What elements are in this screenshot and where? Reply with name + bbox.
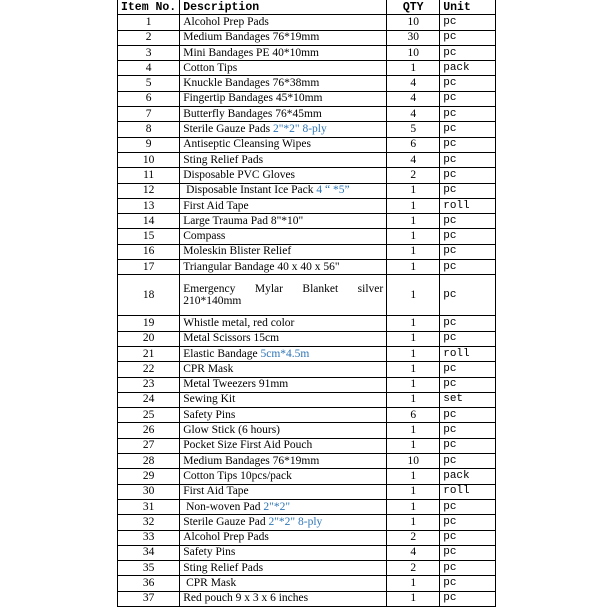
header-row bbox=[118, 0, 496, 15]
unit-cell: pc bbox=[440, 107, 496, 122]
item-number-cell: 3 bbox=[118, 45, 180, 60]
table-row bbox=[118, 561, 496, 576]
description-size-text: 2"*2" 8-ply bbox=[268, 515, 323, 528]
description-cell bbox=[180, 122, 387, 137]
quantity-cell: 1 bbox=[387, 377, 440, 392]
quantity-cell: 2 bbox=[387, 168, 440, 183]
quantity-cell: 1 bbox=[387, 362, 440, 377]
description-cell bbox=[180, 484, 387, 499]
unit-cell: pc bbox=[440, 30, 496, 45]
item-number-cell: 28 bbox=[118, 454, 180, 469]
quantity-cell: 5 bbox=[387, 122, 440, 137]
table-row bbox=[118, 515, 496, 530]
description-text: Triangular Bandage 40 x 40 x 56" bbox=[183, 260, 340, 273]
description-cell bbox=[180, 152, 387, 167]
unit-cell: roll bbox=[440, 484, 496, 499]
item-number-cell: 27 bbox=[118, 438, 180, 453]
quantity-cell: 10 bbox=[387, 45, 440, 60]
unit-cell: pc bbox=[440, 438, 496, 453]
table-row bbox=[118, 576, 496, 591]
item-number-cell: 15 bbox=[118, 229, 180, 244]
table-row bbox=[118, 244, 496, 259]
quantity-cell: 4 bbox=[387, 107, 440, 122]
item-number-cell: 24 bbox=[118, 392, 180, 407]
quantity-cell: 6 bbox=[387, 408, 440, 423]
table-row bbox=[118, 137, 496, 152]
table-row bbox=[118, 183, 496, 198]
quantity-cell: 4 bbox=[387, 76, 440, 91]
quantity-cell: 2 bbox=[387, 561, 440, 576]
item-number-cell: 12 bbox=[118, 183, 180, 198]
unit-cell: pc bbox=[440, 137, 496, 152]
table-row bbox=[118, 275, 496, 316]
description-text: Mini Bandages PE 40*10mm bbox=[183, 46, 319, 59]
quantity-cell: 2 bbox=[387, 530, 440, 545]
description-text: Compass bbox=[183, 230, 226, 243]
unit-cell: pc bbox=[440, 15, 496, 30]
description-cell bbox=[180, 591, 387, 606]
unit-cell: pc bbox=[440, 331, 496, 346]
table-row bbox=[118, 168, 496, 183]
table-row bbox=[118, 260, 496, 275]
description-cell bbox=[180, 107, 387, 122]
description-text: Red pouch 9 x 3 x 6 inches bbox=[183, 592, 309, 605]
description-cell bbox=[180, 346, 387, 361]
item-number-cell: 17 bbox=[118, 260, 180, 275]
table-row bbox=[118, 591, 496, 606]
item-number-cell: 31 bbox=[118, 499, 180, 514]
unit-cell: pc bbox=[440, 260, 496, 275]
unit-cell: pc bbox=[440, 408, 496, 423]
unit-cell: pc bbox=[440, 591, 496, 606]
unit-cell: pc bbox=[440, 561, 496, 576]
description-cell bbox=[180, 244, 387, 259]
description-text: Safety Pins bbox=[183, 546, 236, 559]
description-cell bbox=[180, 331, 387, 346]
quantity-cell: 4 bbox=[387, 152, 440, 167]
description-text: Emergency Mylar Blanket silver 210*140mm bbox=[183, 283, 384, 308]
description-cell bbox=[180, 45, 387, 60]
item-number-cell: 34 bbox=[118, 545, 180, 560]
description-size-text: 2"*2" 8-ply bbox=[272, 123, 327, 136]
table-row bbox=[118, 214, 496, 229]
description-cell bbox=[180, 469, 387, 484]
quantity-cell: 1 bbox=[387, 484, 440, 499]
table-row bbox=[118, 30, 496, 45]
description-cell bbox=[180, 229, 387, 244]
description-text: Metal Scissors 15cm bbox=[183, 332, 280, 345]
table-row bbox=[118, 423, 496, 438]
table-row bbox=[118, 454, 496, 469]
unit-cell: pc bbox=[440, 454, 496, 469]
item-number-cell: 18 bbox=[118, 275, 180, 316]
header-qty: QTY bbox=[387, 0, 440, 15]
description-text: Alcohol Prep Pads bbox=[183, 531, 269, 544]
unit-cell: pack bbox=[440, 469, 496, 484]
description-text: Butterfly Bandages 76*45mm bbox=[183, 107, 322, 120]
unit-cell: pc bbox=[440, 229, 496, 244]
description-text: Disposable Instant Ice Pack bbox=[183, 184, 317, 197]
description-cell bbox=[180, 576, 387, 591]
quantity-cell: 1 bbox=[387, 61, 440, 76]
description-text: CPR Mask bbox=[183, 577, 237, 590]
unit-cell: roll bbox=[440, 346, 496, 361]
description-cell bbox=[180, 15, 387, 30]
unit-cell: pack bbox=[440, 61, 496, 76]
quantity-cell: 4 bbox=[387, 545, 440, 560]
item-number-cell: 9 bbox=[118, 137, 180, 152]
header-item-no: Item No. bbox=[118, 0, 180, 15]
quantity-cell: 1 bbox=[387, 183, 440, 198]
description-text: Alcohol Prep Pads bbox=[183, 15, 269, 28]
quantity-cell: 1 bbox=[387, 316, 440, 331]
table-body bbox=[118, 15, 496, 607]
item-number-cell: 4 bbox=[118, 61, 180, 76]
item-number-cell: 22 bbox=[118, 362, 180, 377]
description-size-text: 5cm*4.5m bbox=[260, 347, 310, 360]
item-number-cell: 30 bbox=[118, 484, 180, 499]
unit-cell: pc bbox=[440, 316, 496, 331]
table-row bbox=[118, 91, 496, 106]
quantity-cell: 1 bbox=[387, 331, 440, 346]
description-text: Pocket Size First Aid Pouch bbox=[183, 439, 313, 452]
item-number-cell: 26 bbox=[118, 423, 180, 438]
description-cell bbox=[180, 561, 387, 576]
unit-cell: pc bbox=[440, 122, 496, 137]
unit-cell: pc bbox=[440, 45, 496, 60]
description-text: Medium Bandages 76*19mm bbox=[183, 454, 320, 467]
unit-cell: pc bbox=[440, 576, 496, 591]
item-number-cell: 32 bbox=[118, 515, 180, 530]
unit-cell: pc bbox=[440, 423, 496, 438]
unit-cell: pc bbox=[440, 152, 496, 167]
unit-cell: pc bbox=[440, 499, 496, 514]
description-text: Sting Relief Pads bbox=[183, 153, 264, 166]
description-text: Knuckle Bandages 76*38mm bbox=[183, 77, 320, 90]
description-text: Fingertip Bandages 45*10mm bbox=[183, 92, 323, 105]
unit-cell: pc bbox=[440, 244, 496, 259]
table-row bbox=[118, 316, 496, 331]
item-number-cell: 20 bbox=[118, 331, 180, 346]
description-text: Cotton Tips bbox=[183, 61, 238, 74]
quantity-cell: 1 bbox=[387, 515, 440, 530]
description-cell bbox=[180, 438, 387, 453]
quantity-cell: 1 bbox=[387, 346, 440, 361]
unit-cell: pc bbox=[440, 530, 496, 545]
first-aid-kit-contents-table bbox=[117, 0, 496, 607]
description-cell bbox=[180, 260, 387, 275]
table-row bbox=[118, 198, 496, 213]
description-size-text: 2"*2" bbox=[263, 500, 291, 513]
quantity-cell: 1 bbox=[387, 275, 440, 316]
description-text: Sting Relief Pads bbox=[183, 561, 264, 574]
description-cell bbox=[180, 214, 387, 229]
table-row bbox=[118, 392, 496, 407]
description-cell bbox=[180, 91, 387, 106]
description-text: Safety Pins bbox=[183, 408, 236, 421]
description-cell bbox=[180, 316, 387, 331]
description-text: Sewing Kit bbox=[183, 393, 236, 406]
item-number-cell: 7 bbox=[118, 107, 180, 122]
item-number-cell: 16 bbox=[118, 244, 180, 259]
unit-cell: pc bbox=[440, 545, 496, 560]
quantity-cell: 30 bbox=[387, 30, 440, 45]
item-number-cell: 33 bbox=[118, 530, 180, 545]
unit-cell: pc bbox=[440, 515, 496, 530]
quantity-cell: 4 bbox=[387, 91, 440, 106]
description-text: Sterile Gauze Pads bbox=[183, 123, 273, 136]
description-text: Cotton Tips 10pcs/pack bbox=[183, 469, 292, 482]
unit-cell: pc bbox=[440, 214, 496, 229]
quantity-cell: 10 bbox=[387, 454, 440, 469]
table-row bbox=[118, 229, 496, 244]
description-text: Non-woven Pad bbox=[183, 500, 264, 513]
item-number-cell: 29 bbox=[118, 469, 180, 484]
quantity-cell: 1 bbox=[387, 423, 440, 438]
table-row bbox=[118, 152, 496, 167]
description-cell bbox=[180, 76, 387, 91]
description-text: Sterile Gauze Pad bbox=[183, 515, 269, 528]
table-row bbox=[118, 15, 496, 30]
unit-cell: roll bbox=[440, 198, 496, 213]
table-row bbox=[118, 438, 496, 453]
description-text: Whistle metal, red color bbox=[183, 316, 295, 329]
unit-cell: pc bbox=[440, 76, 496, 91]
quantity-cell: 1 bbox=[387, 392, 440, 407]
table-row bbox=[118, 484, 496, 499]
item-number-cell: 14 bbox=[118, 214, 180, 229]
description-text: Moleskin Blister Relief bbox=[183, 245, 292, 258]
item-number-cell: 10 bbox=[118, 152, 180, 167]
item-number-cell: 36 bbox=[118, 576, 180, 591]
description-cell bbox=[180, 454, 387, 469]
table-row bbox=[118, 107, 496, 122]
description-cell bbox=[180, 408, 387, 423]
table-row bbox=[118, 377, 496, 392]
description-cell bbox=[180, 137, 387, 152]
quantity-cell: 1 bbox=[387, 244, 440, 259]
item-number-cell: 19 bbox=[118, 316, 180, 331]
description-cell bbox=[180, 499, 387, 514]
item-number-cell: 8 bbox=[118, 122, 180, 137]
table-row bbox=[118, 76, 496, 91]
description-text: First Aid Tape bbox=[183, 199, 249, 212]
item-number-cell: 37 bbox=[118, 591, 180, 606]
unit-cell: set bbox=[440, 392, 496, 407]
item-number-cell: 23 bbox=[118, 377, 180, 392]
table-row bbox=[118, 122, 496, 137]
quantity-cell: 1 bbox=[387, 198, 440, 213]
table-row bbox=[118, 499, 496, 514]
item-number-cell: 6 bbox=[118, 91, 180, 106]
quantity-cell: 1 bbox=[387, 499, 440, 514]
description-text: Elastic Bandage bbox=[183, 347, 261, 360]
table-row bbox=[118, 61, 496, 76]
table-row bbox=[118, 331, 496, 346]
description-text: CPR Mask bbox=[183, 362, 234, 375]
item-number-cell: 11 bbox=[118, 168, 180, 183]
quantity-cell: 1 bbox=[387, 438, 440, 453]
description-size-text: 4 “ *5” bbox=[316, 184, 350, 197]
description-cell bbox=[180, 362, 387, 377]
description-cell bbox=[180, 377, 387, 392]
table-row bbox=[118, 545, 496, 560]
header-description: Description bbox=[180, 0, 387, 15]
description-cell bbox=[180, 423, 387, 438]
description-cell bbox=[180, 168, 387, 183]
description-text: Glow Stick (6 hours) bbox=[183, 424, 281, 437]
quantity-cell: 1 bbox=[387, 229, 440, 244]
item-number-cell: 13 bbox=[118, 198, 180, 213]
unit-cell: pc bbox=[440, 91, 496, 106]
description-text: Metal Tweezers 91mm bbox=[183, 378, 289, 391]
quantity-cell: 1 bbox=[387, 260, 440, 275]
quantity-cell: 1 bbox=[387, 469, 440, 484]
description-cell bbox=[180, 515, 387, 530]
description-text: Large Trauma Pad 8"*10" bbox=[183, 214, 304, 227]
unit-cell: pc bbox=[440, 362, 496, 377]
table-row bbox=[118, 469, 496, 484]
unit-cell: pc bbox=[440, 275, 496, 316]
table-row bbox=[118, 408, 496, 423]
item-number-cell: 5 bbox=[118, 76, 180, 91]
item-number-cell: 1 bbox=[118, 15, 180, 30]
description-text: Antiseptic Cleansing Wipes bbox=[183, 138, 311, 151]
description-text: First Aid Tape bbox=[183, 485, 249, 498]
description-cell bbox=[180, 392, 387, 407]
quantity-cell: 1 bbox=[387, 576, 440, 591]
unit-cell: pc bbox=[440, 168, 496, 183]
table-row bbox=[118, 346, 496, 361]
item-number-cell: 21 bbox=[118, 346, 180, 361]
description-text: Medium Bandages 76*19mm bbox=[183, 31, 320, 44]
quantity-cell: 1 bbox=[387, 591, 440, 606]
quantity-cell: 6 bbox=[387, 137, 440, 152]
description-cell bbox=[180, 275, 387, 316]
item-number-cell: 2 bbox=[118, 30, 180, 45]
item-number-cell: 25 bbox=[118, 408, 180, 423]
description-cell bbox=[180, 545, 387, 560]
item-number-cell: 35 bbox=[118, 561, 180, 576]
unit-cell: pc bbox=[440, 377, 496, 392]
table-row bbox=[118, 45, 496, 60]
description-cell bbox=[180, 530, 387, 545]
description-cell bbox=[180, 198, 387, 213]
description-cell bbox=[180, 61, 387, 76]
table-row bbox=[118, 362, 496, 377]
unit-cell: pc bbox=[440, 183, 496, 198]
quantity-cell: 1 bbox=[387, 214, 440, 229]
table-row bbox=[118, 530, 496, 545]
quantity-cell: 10 bbox=[387, 15, 440, 30]
description-text: Disposable PVC Gloves bbox=[183, 168, 296, 181]
description-cell bbox=[180, 183, 387, 198]
header-unit: Unit bbox=[440, 0, 496, 15]
description-cell bbox=[180, 30, 387, 45]
